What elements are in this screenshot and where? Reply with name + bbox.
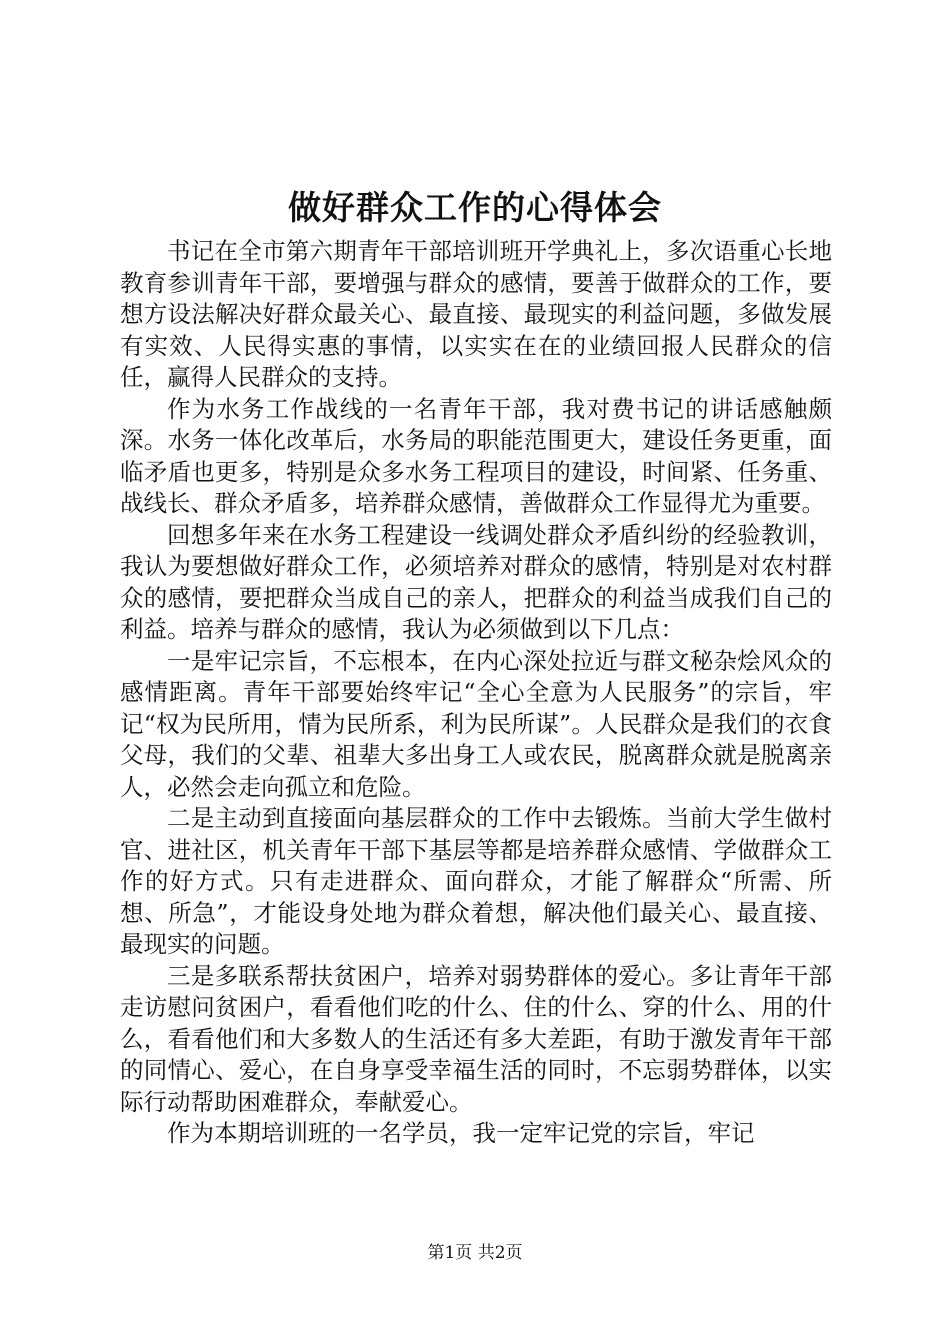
paragraph-7: 作为本期培训班的一名学员，我一定牢记党的宗旨，牢记 [167,1119,755,1147]
paragraph-2: 作为水务工作战线的一名青年干部，我对费书记的讲话感触颇深。水务一体化改革后，水务局的职能范围更大，建设任务更重，面临矛盾也更多，特别是众多水务工程项目的建设，时间紧、任务重、战线长、群众矛盾多，培养群众感情，善做群众工作显得尤为重要。 [120,394,832,517]
document-title: 做好群众工作的心得体会 [288,188,662,227]
paragraph-5: 二是主动到直接面向基层群众的工作中去锻炼。当前大学生做村官、进社区，机关青年干部下基层等都是培养群众感情、学做群众工作的好方式。只有走进群众、面向群众，才能了解群众“所需、所想、所急”，才能设身处地为群众着想，解决他们最关心、最直接、最现实的问题。 [120,804,832,958]
paragraph-1: 书记在全市第六期青年干部培训班开学典礼上，多次语重心长地教育参训青年干部，要增强与群众的感情，要善于做群众的工作，要想方设法解决好群众最关心、最直接、最现实的利益问题，多做发展有实效、人民得实惠的事情，以实实在在的业绩回报人民群众的信任，赢得人民群众的支持。 [120,237,832,391]
document-body [120,236,832,1150]
paragraph-3: 回想多年来在水务工程建设一线调处群众矛盾纠纷的经验教训，我认为要想做好群众工作，必须培养对群众的感情，特别是对农村群众的感情，要把群众当成自己的亲人，把群众的利益当成我们自己的利益。培养与群众的感情，我认为必须做到以下几点： [120,520,832,643]
page-footer: 第1页 共2页 [427,1243,523,1263]
paragraph-6: 三是多联系帮扶贫困户，培养对弱势群体的爱心。多让青年干部走访慰问贫困户，看看他们吃的什么、住的什么、穿的什么、用的什么，看看他们和大多数人的生活还有多大差距，有助于激发青年干部的同情心、爱心，在自身享受幸福生活的同时，不忘弱势群体，以实际行动帮助困难群众，奉献爱心。 [120,961,832,1116]
paragraph-4: 一是牢记宗旨，不忘根本，在内心深处拉近与群文秘杂烩风众的感情距离。青年干部要始终牢记“全心全意为人民服务”的宗旨，牢记“权为民所用，情为民所系，利为民所谋”。人民群众是我们的衣食父母，我们的父辈、祖辈大多出身工人或农民，脱离群众就是脱离亲人，必然会走向孤立和危险。 [120,646,832,801]
